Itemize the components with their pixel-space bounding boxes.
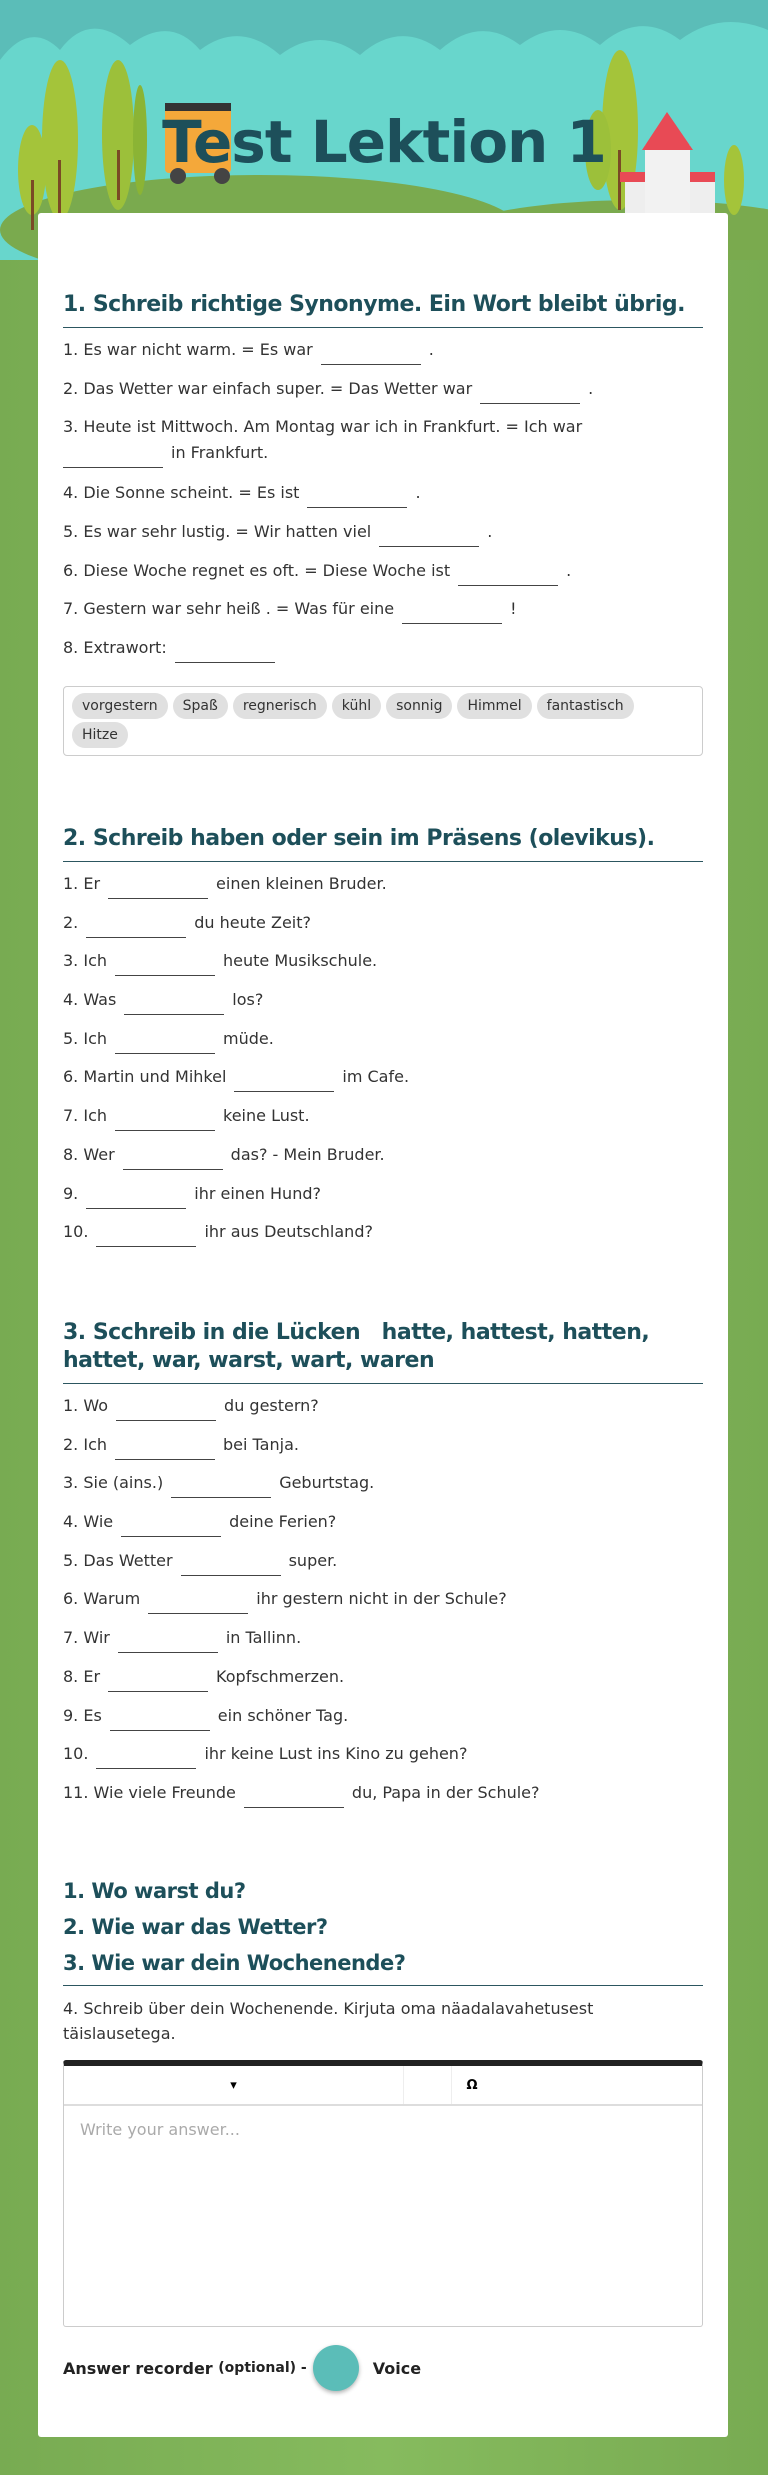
answer-blank[interactable] (115, 1107, 215, 1131)
question-item (63, 596, 703, 635)
question-suffix: . (566, 560, 572, 580)
section-heading: 3. Scchreib in die Lücken hatte, hattest, hatten, hattet, war, warst, wart, waren (63, 1320, 657, 1373)
question-text: 8. Extrawort: (63, 638, 167, 658)
question-text: 1. Wo (63, 1396, 109, 1415)
answer-blank[interactable] (110, 1707, 210, 1731)
answer-blank[interactable] (86, 914, 186, 938)
answer-blank[interactable] (96, 1745, 196, 1769)
answer-blank[interactable] (123, 1146, 223, 1170)
question-suffix: keine Lust. (223, 1106, 310, 1126)
divider (63, 1383, 703, 1384)
divider (63, 1985, 703, 1986)
section-luecken (63, 1319, 703, 1819)
question-text: 4. Was (63, 990, 117, 1010)
question-suffix: müde. (223, 1028, 274, 1048)
question-item (63, 1393, 703, 1432)
word-chip[interactable]: Himmel (457, 693, 531, 719)
question-item (63, 948, 703, 987)
question-item (63, 376, 703, 415)
question-suffix: Geburtstag. (279, 1473, 375, 1493)
voice-label: Voice (372, 2358, 422, 2378)
toolbar-button[interactable] (404, 2066, 452, 2104)
question-suffix: ein schöner Tag. (217, 1705, 349, 1725)
record-button[interactable] (313, 2345, 359, 2391)
answer-blank[interactable] (115, 952, 215, 976)
question-suffix: bei Tanja. (223, 1434, 299, 1454)
question-suffix: los? (232, 990, 264, 1010)
question-item (63, 910, 703, 949)
question-text: 9. Es (63, 1705, 102, 1725)
question-item (63, 871, 703, 910)
question-suffix: . (428, 340, 434, 359)
format-dropdown[interactable] (64, 2066, 404, 2104)
question-item (63, 1432, 703, 1471)
question-text: 1. Er (63, 874, 101, 893)
question-text: 7. Gestern war sehr heiß . = Was für eine (63, 599, 395, 619)
writing-prompt: 4. Schreib über dein Wochenende. Kirjuta oma näadalavahetusest täislausetega. (63, 1999, 594, 2043)
question-item (63, 1470, 703, 1509)
question-text: 3. Sie (ains.) (63, 1473, 164, 1493)
question-text: 5. Es war sehr lustig. = Wir hatten viel (63, 522, 372, 542)
question-suffix: im Cafe. (342, 1067, 410, 1087)
section-heading: 2. Schreib haben oder sein im Präsens (olevikus). (63, 826, 655, 851)
answer-blank[interactable] (121, 1513, 221, 1537)
question-text: 8. Wer (63, 1144, 115, 1164)
question-text: 8. Er (63, 1666, 101, 1686)
question-item (63, 1064, 703, 1103)
answer-blank[interactable] (480, 380, 580, 404)
answer-blank[interactable] (458, 562, 558, 586)
word-chip[interactable]: regnerisch (233, 693, 327, 719)
word-chip[interactable]: Hitze (72, 722, 128, 748)
question-item (63, 1509, 703, 1548)
question-suffix: du, Papa in der Schule? (351, 1782, 540, 1802)
question-suffix: super. (288, 1550, 338, 1570)
rich-text-editor (63, 2060, 703, 2327)
omega-icon: Ω (466, 2077, 478, 2093)
question-text: 6. Martin und Mihkel (63, 1067, 227, 1087)
answer-blank[interactable] (108, 1668, 208, 1692)
question-item (63, 1741, 703, 1780)
dropdown-arrow-icon: ▾ (230, 2077, 237, 2093)
word-chip[interactable]: fantastisch (537, 693, 634, 719)
question-suffix: ihr keine Lust ins Kino zu gehen? (204, 1744, 468, 1764)
question-suffix: ihr aus Deutschland? (204, 1222, 373, 1242)
worksheet-card (38, 213, 728, 2437)
answer-blank[interactable] (124, 991, 224, 1015)
word-chip[interactable]: Spaß (173, 693, 228, 719)
question-text: 7. Wir (63, 1628, 110, 1648)
question-item (63, 1664, 703, 1703)
question-suffix: . (415, 483, 421, 503)
question-suffix: in Frankfurt. (171, 443, 269, 463)
question-text: 10. (63, 1744, 89, 1764)
question-text: 4. Wie (63, 1512, 114, 1532)
question-item (63, 337, 703, 376)
question-item (63, 480, 703, 519)
question-item (63, 1219, 703, 1258)
question-text: 5. Ich (63, 1028, 108, 1048)
question-item (63, 1625, 703, 1664)
page-title: Test Lektion 1 (162, 108, 606, 176)
question-suffix: ihr gestern nicht in der Schule? (256, 1589, 507, 1609)
answer-blank[interactable] (63, 444, 163, 468)
recorder-label: Answer recorder (63, 2358, 213, 2378)
question-text: 3. Ich (63, 951, 108, 971)
question-suffix: ihr einen Hund? (194, 1183, 321, 1203)
answer-blank[interactable] (321, 341, 421, 365)
question-item (63, 558, 703, 597)
answer-blank[interactable] (96, 1223, 196, 1247)
answer-blank[interactable] (402, 600, 502, 624)
word-chip[interactable]: sonnig (386, 693, 452, 719)
answer-blank[interactable] (307, 484, 407, 508)
question-text: 2. Ich (63, 1434, 108, 1454)
question-suffix: heute Musikschule. (223, 951, 378, 971)
question-item (63, 635, 703, 674)
question-text: 3. Heute ist Mittwoch. Am Montag war ich in Frankfurt. = Ich war (63, 417, 583, 437)
answer-blank[interactable] (234, 1068, 334, 1092)
question-text: 2. (63, 912, 79, 932)
question-item (63, 1703, 703, 1742)
section-heading: 1. Schreib richtige Synonyme. Ein Wort bleibt übrig. (63, 292, 685, 317)
divider (63, 327, 703, 328)
question-text: 10. (63, 1222, 89, 1242)
question-text: 4. Die Sonne scheint. = Es ist (63, 483, 300, 503)
question-suffix: in Tallinn. (225, 1628, 302, 1648)
question-suffix: du heute Zeit? (194, 912, 311, 932)
question-suffix: Kopfschmerzen. (216, 1666, 345, 1686)
question-heading: 1. Wo warst du? (63, 1879, 246, 1903)
question-item (63, 1586, 703, 1625)
question-item (63, 987, 703, 1026)
answer-blank[interactable] (115, 1030, 215, 1054)
section-wochenende (63, 1877, 703, 2391)
answer-blank[interactable] (108, 875, 208, 899)
question-text: 6. Diese Woche regnet es oft. = Diese Woche ist (63, 560, 451, 580)
question-item (63, 1142, 703, 1181)
question-heading: 3. Wie war dein Wochenende? (63, 1951, 406, 1975)
question-item (63, 1780, 703, 1819)
answer-blank[interactable] (181, 1552, 281, 1576)
question-item (63, 1181, 703, 1220)
section-haben-sein (63, 825, 703, 1258)
answer-blank[interactable] (379, 523, 479, 547)
editor-toolbar (64, 2066, 702, 2106)
word-chip[interactable]: vorgestern (72, 693, 168, 719)
word-bank (63, 686, 703, 756)
question-text: 5. Das Wetter (63, 1550, 173, 1570)
question-text: 9. (63, 1183, 79, 1203)
question-heading: 2. Wie war das Wetter? (63, 1915, 328, 1939)
question-suffix: deine Ferien? (229, 1512, 337, 1532)
section-synonyms (63, 291, 703, 756)
question-text: 11. Wie viele Freunde (63, 1782, 236, 1802)
special-character-button[interactable] (452, 2066, 492, 2104)
answer-recorder (63, 2345, 703, 2391)
answer-placeholder: Write your answer... (80, 2120, 240, 2139)
answer-blank[interactable] (115, 1436, 215, 1460)
divider (63, 861, 703, 862)
answer-blank[interactable] (116, 1397, 216, 1421)
question-suffix: das? - Mein Bruder. (230, 1144, 385, 1164)
question-text: 7. Ich (63, 1106, 108, 1126)
question-suffix: . (487, 522, 493, 542)
word-chip[interactable]: kühl (332, 693, 381, 719)
answer-blank[interactable] (148, 1590, 248, 1614)
answer-blank[interactable] (175, 639, 275, 663)
question-text: 6. Warum (63, 1589, 141, 1609)
question-item (63, 414, 703, 480)
question-text: 2. Das Wetter war einfach super. = Das Wetter war (63, 378, 473, 398)
question-suffix: einen kleinen Bruder. (216, 874, 387, 893)
question-text: 1. Es war nicht warm. = Es war (63, 340, 313, 359)
answer-blank[interactable] (171, 1474, 271, 1498)
question-suffix: ! (510, 599, 517, 619)
question-item (63, 1026, 703, 1065)
question-item (63, 519, 703, 558)
answer-blank[interactable] (86, 1185, 186, 1209)
question-item (63, 1103, 703, 1142)
question-suffix: . (588, 378, 594, 398)
answer-blank[interactable] (118, 1629, 218, 1653)
question-item (63, 1548, 703, 1587)
answer-blank[interactable] (244, 1784, 344, 1808)
recorder-optional: (optional) - (218, 2360, 307, 2376)
answer-textarea[interactable] (64, 2106, 702, 2326)
question-suffix: du gestern? (224, 1396, 319, 1415)
